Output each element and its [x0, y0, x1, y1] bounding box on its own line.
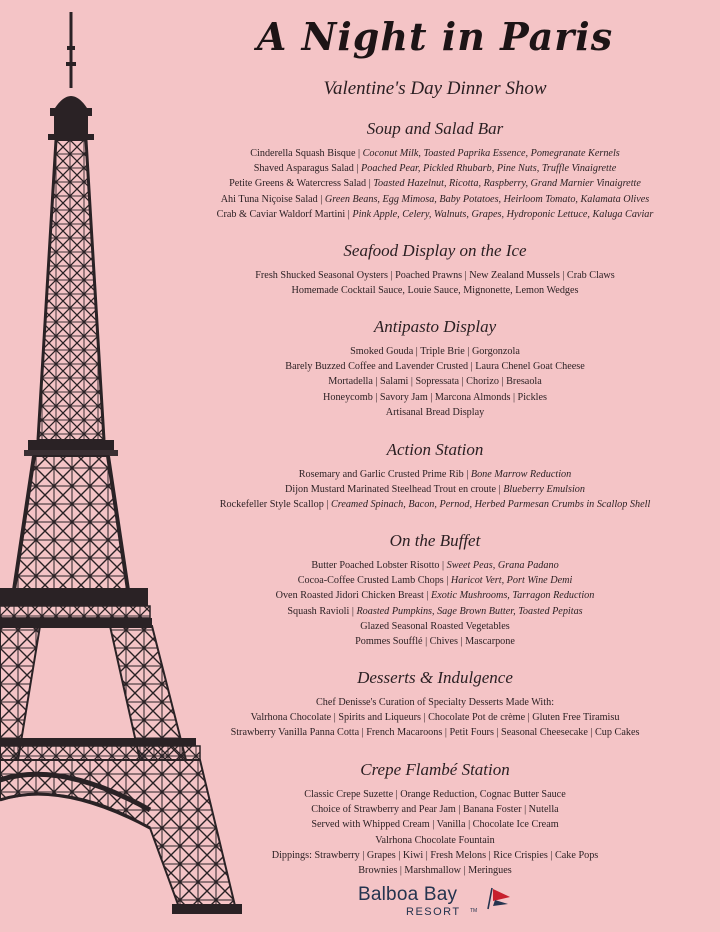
menu-item-name: Valrhona Chocolate Fountain: [375, 834, 495, 846]
menu-item: [200, 710, 670, 725]
menu-item: [200, 344, 670, 359]
page-title: A Night in Paris: [256, 14, 614, 59]
logo-tm: TM: [470, 908, 478, 914]
menu-item: [200, 802, 670, 817]
menu-item: [200, 359, 670, 374]
section-title: Soup and Salad Bar: [366, 119, 504, 138]
menu-item-detail: Roasted Pumpkins, Sage Brown Butter, Toasted Pepitas: [356, 605, 583, 617]
menu-section: [200, 240, 670, 298]
menu-item-name: Choice of Strawberry and Pear Jam | Banana Foster | Nutella: [311, 804, 559, 816]
menu-item: [200, 558, 670, 573]
menu-item-detail: Coconut Milk, Toasted Paprika Essence, Pomegranate Kernels: [362, 148, 620, 159]
menu-item-name: Artisanal Bread Display: [385, 406, 485, 418]
menu-item: [200, 787, 670, 802]
section-title: Crepe Flambé Station: [360, 760, 510, 779]
menu-item: [200, 268, 670, 283]
menu-item: [200, 390, 670, 405]
menu-item-name: Cocoa-Coffee Crusted Lamb Chops |: [297, 575, 449, 587]
menu-item-detail: Green Beans, Egg Mimosa, Baby Potatoes, Heirloom Tomato, Kalamata Olives: [324, 193, 650, 205]
page-subtitle: Valentine's Day Dinner Show: [323, 78, 547, 99]
menu-item-name: Classic Crepe Suzette | Orange Reduction, Cognac Butter Sauce: [304, 789, 566, 800]
menu-section: [200, 316, 670, 420]
menu-item-name: Brownies | Marshmallow | Meringues: [358, 865, 512, 877]
menu-item-name: Honeycomb | Savory Jam | Marcona Almonds | Pickles: [323, 391, 547, 403]
menu-item-name: Shaved Asparagus Salad |: [253, 163, 359, 175]
menu-item: [200, 192, 670, 207]
menu-item-detail: Creamed Spinach, Bacon, Pernod, Herbed Parmesan Crumbs in Scallop Shell: [330, 499, 651, 511]
menu-item-name: Butter Poached Lobster Risotto |: [311, 560, 445, 571]
menu-item-name: Squash Ravioli |: [287, 605, 354, 617]
flag-icon: [486, 886, 514, 910]
menu-item-name: Oven Roasted Jidori Chicken Breast |: [275, 590, 429, 602]
menu-item: [200, 497, 670, 512]
menu-section: [200, 759, 670, 878]
menu-item-name: Served with Whipped Cream | Vanilla | Chocolate Ice Cream: [311, 819, 559, 831]
menu-item: [200, 176, 670, 191]
menu-item-detail: Toasted Hazelnut, Ricotta, Raspberry, Grand Marnier Vinaigrette: [373, 178, 641, 190]
menu-item-name: Pommes Soufflé | Chives | Mascarpone: [355, 636, 515, 648]
menu-item-detail: Blueberry Emulsion: [503, 484, 585, 496]
menu-item: [200, 573, 670, 588]
menu-item-name: Smoked Gouda | Triple Brie | Gorgonzola: [350, 346, 520, 357]
menu-item-name: Fresh Shucked Seasonal Oysters | Poached Prawns | New Zealand Mussels | Crab Claws: [255, 270, 615, 281]
menu-item: [200, 725, 670, 740]
menu-item-name: Strawberry Vanilla Panna Cotta | French Macaroons | Petit Fours | Seasonal Cheesecake | Cup Cakes: [230, 727, 640, 739]
menu-item: [200, 161, 670, 176]
section-title: Action Station: [386, 440, 484, 459]
menu-item: [200, 482, 670, 497]
menu-item: [200, 833, 670, 848]
menu-item: [200, 695, 670, 710]
menu-item-detail: Exotic Mushrooms, Tarragon Reduction: [431, 590, 595, 602]
menu-item-detail: Sweet Peas, Grana Padano: [446, 560, 559, 571]
menu-item-name: Dippings: Strawberry | Grapes | Kiwi | Fresh Melons | Rice Crispies | Cake Pops: [271, 849, 599, 861]
section-title: Seafood Display on the Ice: [343, 241, 527, 260]
menu-item: [200, 405, 670, 420]
menu-item-name: Homemade Cocktail Sauce, Louie Sauce, Mignonette, Lemon Wedges: [291, 285, 579, 297]
menu-item-name: Barely Buzzed Coffee and Lavender Crusted | Laura Chenel Goat Cheese: [285, 361, 585, 373]
menu-item: [200, 848, 670, 863]
menu-item: [200, 619, 670, 634]
menu-item-detail: Bone Marrow Reduction: [470, 469, 572, 480]
menu-item-name: Rosemary and Garlic Crusted Prime Rib |: [298, 469, 469, 480]
menu-item: [200, 467, 670, 482]
menu-item-name: Dijon Mustard Marinated Steelhead Trout en croute |: [285, 484, 501, 496]
menu-item-name: Ahi Tuna Niçoise Salad |: [220, 193, 323, 205]
section-title: Antipasto Display: [373, 317, 497, 336]
logo-sub: RESORT: [406, 906, 461, 918]
section-title: Desserts & Indulgence: [357, 668, 513, 687]
menu-item: [200, 146, 670, 161]
menu-item-name: Rockefeller Style Scallop |: [219, 499, 329, 511]
menu-section: [200, 530, 670, 649]
menu-item-detail: Poached Pear, Pickled Rhubarb, Pine Nuts, Truffle Vinaigrette: [361, 163, 617, 175]
menu-item: [200, 283, 670, 298]
menu-item: [200, 374, 670, 389]
menu-section: [200, 118, 670, 222]
balboa-bay-logo: [358, 884, 518, 924]
menu-item: [200, 588, 670, 603]
menu-item-name: Crab & Caviar Waldorf Martini |: [216, 208, 350, 220]
menu-section: [200, 667, 670, 741]
menu-item-name: Mortadella | Salami | Sopressata | Chorizo | Bresaola: [328, 376, 542, 388]
menu-item-detail: Pink Apple, Celery, Walnuts, Grapes, Hydroponic Lettuce, Kaluga Caviar: [352, 208, 654, 220]
menu-item: [200, 604, 670, 619]
menu-item: [200, 634, 670, 649]
menu-item-name: Valrhona Chocolate | Spirits and Liqueurs | Chocolate Pot de crème | Gluten Free Tiramisu: [250, 712, 620, 724]
menu-item: [200, 817, 670, 832]
section-title: On the Buffet: [389, 531, 481, 550]
menu-item-name: Glazed Seasonal Roasted Vegetables: [360, 620, 510, 632]
menu-item: [200, 207, 670, 222]
menu-section: [200, 439, 670, 513]
logo-name: Balboa Bay: [358, 884, 458, 905]
menu-item-detail: Haricot Vert, Port Wine Demi: [450, 575, 573, 587]
menu-item: [200, 863, 670, 878]
menu-item-name: Chef Denisse's Curation of Specialty Desserts Made With:: [315, 697, 555, 708]
menu-item-name: Cinderella Squash Bisque |: [250, 148, 361, 159]
menu-item-name: Petite Greens & Watercress Salad |: [229, 178, 371, 190]
